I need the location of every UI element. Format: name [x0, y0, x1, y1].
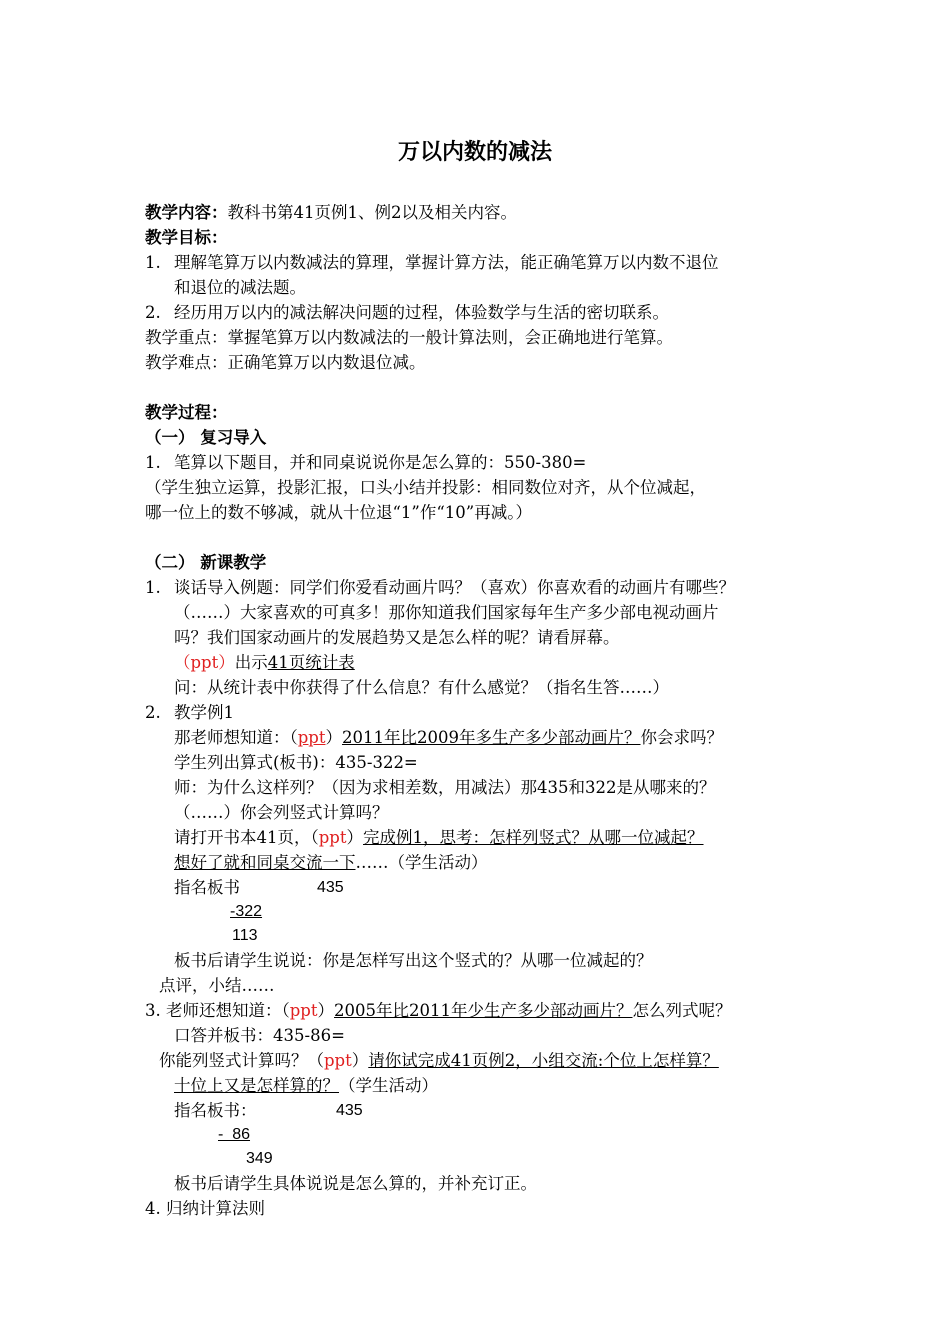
task-instruction: 完成例1，思考：怎样列竖式？从哪一位减起？: [363, 828, 704, 847]
item-2-line-b: 学生列出算式(板书)：435-322=: [174, 753, 418, 772]
item-4-heading: 4. 归纳计算法则: [145, 1199, 265, 1218]
text-prefix: 3. 老师还想知道：（: [145, 1001, 290, 1020]
goal-label: 教学目标：: [145, 228, 228, 247]
bracket-close: ）: [351, 1051, 369, 1070]
vertical-calc-2-minuend: 435: [336, 1102, 363, 1119]
show-text: 出示: [234, 653, 268, 672]
content-label: 教学内容：: [145, 203, 228, 222]
section-1-heading: （一） 复习导入: [145, 428, 267, 447]
item-1-ppt-line: [174, 652, 355, 674]
ppt-tag: （ppt）: [174, 653, 235, 672]
example-question: 2011年比2009年多生产多少部动画片？: [342, 728, 641, 747]
text-prefix: 那老师想知道：（: [174, 728, 298, 747]
content-text: 教科书第41页例1、例2以及相关内容。: [227, 203, 517, 222]
goal-1-line-a: 理解笔算万以内数减法的算理，掌握计算方法，能正确笔算万以内数不退位: [174, 253, 719, 272]
item-2-line-g: 板书后请学生说说：你是怎样写出这个竖式的？从哪一位减起的？: [174, 951, 653, 970]
item-3-line-e: 板书后请学生具体说说是怎么算的，并补充订正。: [174, 1174, 537, 1193]
task-instruction: 请你试完成41页例2，小组交流:个位上怎样算？: [368, 1051, 719, 1070]
item-3-line-d: [174, 1075, 438, 1097]
section-1-item: 笔算以下题目，并和同桌说说你是怎么算的：550-380=: [174, 453, 587, 472]
item-3-line-c: [159, 1050, 719, 1072]
item-2-heading: 教学例1: [174, 703, 234, 722]
item-2-line-h: 点评，小结……: [159, 976, 275, 995]
key-point: 教学重点：掌握笔算万以内数减法的一般计算法则，会正确地进行笔算。: [145, 328, 673, 347]
teaching-content: [145, 202, 517, 224]
vertical-calc-2-subtrahend: - 86: [218, 1126, 251, 1143]
example-question: 2005年比2011年少生产多少部动画片？: [334, 1001, 633, 1020]
item-1-line-c: 吗？我们国家动画片的发展趋势又是怎么样的呢？请看屏幕。: [174, 628, 620, 647]
text-prefix: 你能列竖式计算吗？（: [159, 1051, 324, 1070]
vertical-calc-2-result: 349: [246, 1150, 273, 1167]
item-1-question: 问：从统计表中你获得了什么信息？有什么感觉？（指名生答……）: [174, 678, 669, 697]
ppt-tag: ppt: [318, 828, 347, 847]
activity-note: ……（学生活动）: [355, 853, 488, 872]
item-1-line-a: 谈话导入例题：同学们你爱看动画片吗？（喜欢）你喜欢看的动画片有哪些？: [174, 578, 735, 597]
activity-note: （学生活动）: [339, 1076, 438, 1095]
vertical-calc-1-result: 113: [232, 927, 258, 944]
item-1-line-b: （……）大家喜欢的可真多！那你知道我们国家每年生产多少部电视动画片: [174, 603, 719, 622]
ppt-tag: ppt: [297, 728, 326, 747]
section-2-heading: （二） 新课教学: [145, 553, 267, 572]
text-prefix: 请打开书本41页，（: [174, 828, 319, 847]
goal-2-number: 2.: [145, 303, 161, 322]
item-3-board-label: 指名板书：: [174, 1101, 257, 1120]
task-instruction-cont: 想好了就和同桌交流一下: [174, 853, 356, 872]
section-1-item-number: 1.: [145, 453, 161, 472]
text-suffix: 你会求吗？: [640, 728, 723, 747]
section-1-note-b: 哪一位上的数不够减，就从十位退“1”作“10”再减。）: [145, 503, 532, 522]
bracket-close: ）: [317, 1001, 335, 1020]
item-2-number: 2.: [145, 703, 161, 722]
item-2-line-e: [174, 827, 704, 849]
process-label: 教学过程：: [145, 403, 228, 422]
item-2-line-a: [174, 727, 723, 749]
bracket-close: ）: [346, 828, 364, 847]
ppt-tag: ppt: [289, 1001, 318, 1020]
vertical-calc-1-minuend: 435: [317, 879, 344, 896]
item-2-line-c: 师：为什么这样列？（因为求相差数，用减法）那435和322是从哪来的？: [174, 778, 716, 797]
bracket-close: ）: [325, 728, 343, 747]
vertical-calc-1-subtrahend: -322: [230, 903, 263, 920]
item-2-board-label: 指名板书: [174, 878, 240, 897]
document-title: 万以内数的减法: [397, 139, 552, 165]
section-1-note-a: （学生独立运算，投影汇报，口头小结并投影：相同数位对齐，从个位减起，: [145, 478, 706, 497]
goal-1-line-b: 和退位的减法题。: [174, 278, 306, 297]
goal-2-text: 经历用万以内的减法解决问题的过程，体验数学与生活的密切联系。: [174, 303, 669, 322]
difficult-point: 教学难点：正确笔算万以内数退位减。: [145, 353, 426, 372]
item-2-line-d: （……）你会列竖式计算吗？: [174, 803, 389, 822]
text-suffix: 怎么列式呢？: [632, 1001, 732, 1020]
goal-1-number: 1.: [145, 253, 161, 272]
stat-table-reference: 41页统计表: [267, 653, 355, 672]
item-1-number: 1.: [145, 578, 161, 597]
task-instruction-cont: 十位上又是怎样算的？: [174, 1076, 339, 1095]
ppt-tag: ppt: [324, 1051, 352, 1070]
item-2-line-f: [174, 852, 488, 874]
item-3-line-a: [145, 1000, 732, 1022]
item-3-line-b: 口答并板书：435-86=: [174, 1026, 345, 1045]
